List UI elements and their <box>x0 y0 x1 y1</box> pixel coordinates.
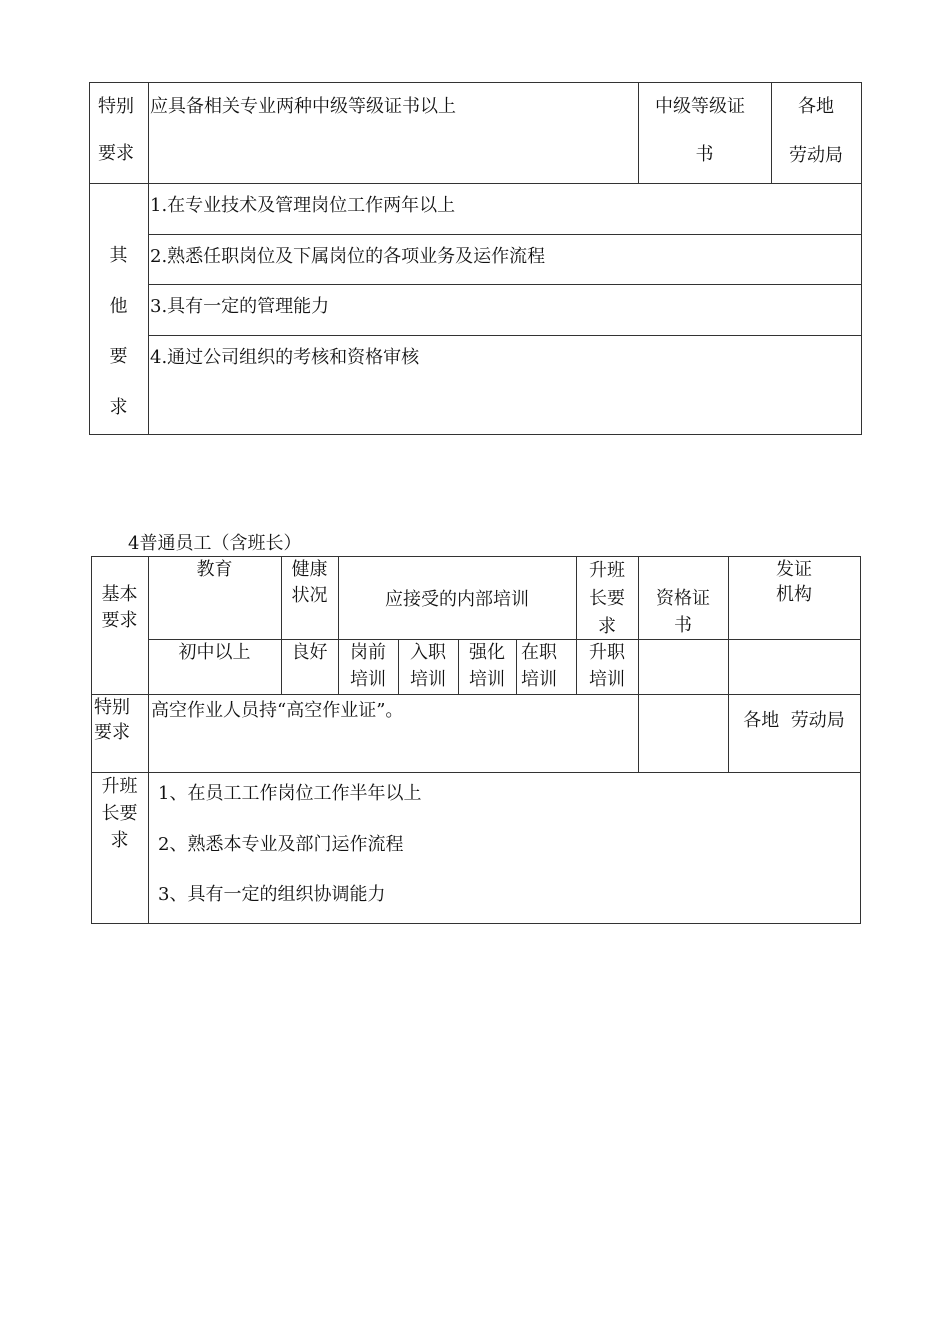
other-item: 4.通过公司组织的考核和资格审核 <box>150 347 420 368</box>
training-cell-line2: 培训 <box>469 669 505 690</box>
issuer-line1: 各地 <box>798 96 834 117</box>
promotion-header-line1: 升班 <box>589 560 625 581</box>
education-value: 初中以上 <box>178 642 251 663</box>
certificate-header-line2: 书 <box>674 615 692 636</box>
section-title: 4普通员工（含班长） <box>128 533 302 554</box>
certificate-line1: 中级等级证 <box>655 96 745 117</box>
other-label-char2: 他 <box>109 296 128 317</box>
special-requirement-text: 高空作业人员持“高空作业证”。 <box>151 700 404 721</box>
basic-label-line1: 基本 <box>101 584 138 605</box>
other-item: 1.在专业技术及管理岗位工作两年以上 <box>150 195 456 216</box>
promotion-label-line1: 升班 <box>101 776 138 797</box>
special-label-line1: 特别 <box>98 96 134 117</box>
training-cell-line1: 岗前 <box>350 642 386 663</box>
training-cell-line2: 培训 <box>410 669 446 690</box>
training-header: 应接受的内部培训 <box>385 589 529 610</box>
special-label-line2: 要求 <box>98 143 134 164</box>
special-label-line1: 特别 <box>94 697 130 718</box>
training-cell-line2: 培训 <box>350 669 386 690</box>
training-cell-line1: 入职 <box>410 642 446 663</box>
issuer-header-line2: 机构 <box>776 584 812 605</box>
health-value: 良好 <box>291 642 328 663</box>
other-label-char1: 其 <box>109 245 128 266</box>
other-label-char4: 求 <box>109 397 128 418</box>
certificate-line2: 书 <box>695 144 714 165</box>
promotion-header-line3: 求 <box>598 616 616 637</box>
certificate-header-line1: 资格证 <box>656 588 710 609</box>
training-cell-line1: 升职 <box>589 642 625 663</box>
other-item: 2.熟悉任职岗位及下属岗位的各项业务及运作流程 <box>150 246 546 267</box>
special-requirement-text: 应具备相关专业两种中级等级证书以上 <box>150 96 456 117</box>
special-label-line2: 要求 <box>94 722 130 743</box>
issuer-header-line1: 发证 <box>776 559 812 580</box>
training-cell-line2: 培训 <box>521 669 557 690</box>
other-label-char3: 要 <box>109 346 128 367</box>
training-cell-line1: 强化 <box>469 642 505 663</box>
issuer-line2: 劳动局 <box>789 145 843 166</box>
health-header-line1: 健康 <box>291 559 328 580</box>
promotion-item: 3、具有一定的组织协调能力 <box>158 884 386 905</box>
promotion-header-line2: 长要 <box>589 588 625 609</box>
training-cell-line1: 在职 <box>521 642 557 663</box>
other-item: 3.具有一定的管理能力 <box>150 296 330 317</box>
special-issuer: 各地 劳动局 <box>743 710 845 731</box>
health-header-line2: 状况 <box>291 585 328 606</box>
basic-label-line2: 要求 <box>101 610 138 631</box>
promotion-item: 2、熟悉本专业及部门运作流程 <box>158 834 404 855</box>
promotion-label-line3: 求 <box>110 830 129 851</box>
education-header: 教育 <box>196 559 233 580</box>
training-cell-line2: 培训 <box>589 669 625 690</box>
promotion-label-line2: 长要 <box>101 803 138 824</box>
promotion-item: 1、在员工工作岗位工作半年以上 <box>158 783 422 804</box>
